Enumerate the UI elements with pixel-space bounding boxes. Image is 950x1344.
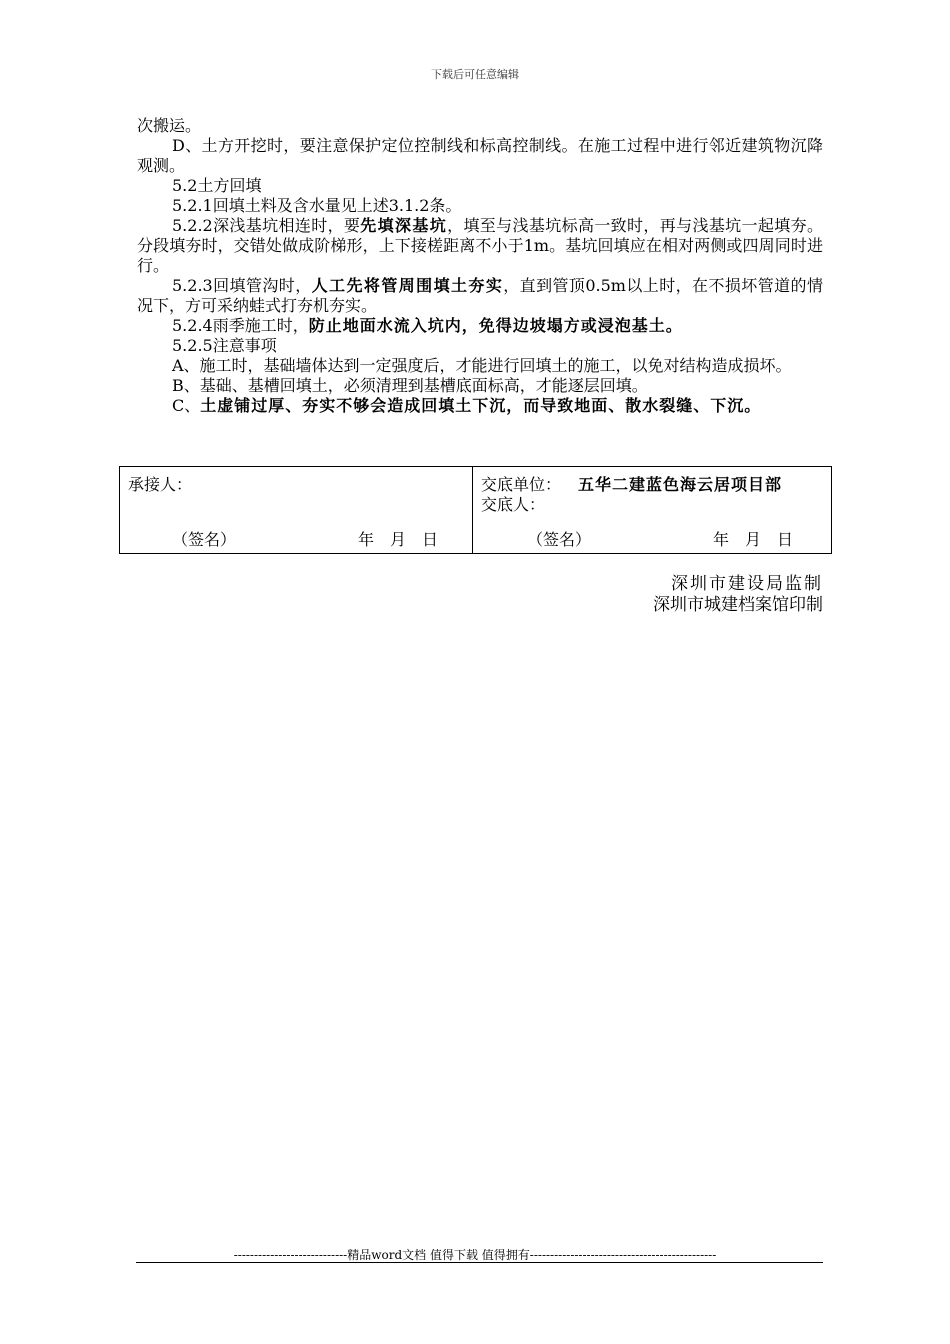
emphasis-text: 土虚铺过厚、夯实不够会造成回填土下沉，而导致地面、散水裂缝、下沉。: [200, 396, 762, 415]
page-header: 下载后可任意编辑: [431, 68, 519, 81]
list-item-c: [137, 396, 823, 416]
text-span: 5.2.4雨季施工时，: [172, 316, 309, 335]
text-span: 5.2.2深浅基坑相连时，要: [172, 216, 361, 235]
receiver-label: 承接人：: [128, 475, 193, 494]
list-item-b: B、基础、基槽回填土，必须清理到基槽底面标高，才能逐层回填。: [172, 376, 648, 395]
receiver-cell: [120, 467, 473, 553]
issuer-cell: [473, 467, 831, 553]
emphasis-text: 防止地面水流入坑内，免得边坡塌方或浸泡基土。: [308, 316, 683, 335]
document-body: [137, 116, 823, 416]
supervisor-line: 深圳市建设局监制: [671, 574, 823, 594]
issuer-unit-label: 交底单位：: [481, 475, 562, 494]
text-line: 次搬运。: [137, 116, 202, 135]
receiver-sign-label: （签名）: [172, 530, 237, 549]
issuer-label: 交底人：: [481, 495, 546, 514]
footer-divider: [136, 1262, 823, 1263]
emphasis-text: 人工先将管周围填土夯实: [311, 276, 504, 295]
signature-table: [119, 466, 832, 554]
receiver-date-label: 年 月 日: [358, 530, 439, 549]
section-heading-5-2-5: 5.2.5注意事项: [172, 336, 277, 355]
paragraph-5-2-3: [137, 276, 823, 316]
issuer-note: [653, 574, 823, 616]
issuer-unit-value: 五华二建蓝色海云居项目部: [578, 475, 783, 494]
text-span: ，填至与浅基坑标高一致时，再与浅基坑一起填夯。分段填夯时，交错处做成阶梯形，上下接槎距离不小于1m。基坑回填应在相对两侧或四周同时进行。: [137, 216, 823, 275]
section-heading-5-2: 5.2土方回填: [172, 176, 262, 195]
text-span: 5.2.3回填管沟时，: [172, 276, 312, 295]
emphasis-text: 先填深基坑: [360, 216, 448, 235]
paragraph-5-2-4: [137, 316, 823, 336]
paragraph-d: D、土方开挖时，要注意保护定位控制线和标高控制线。在施工过程中进行邻近建筑物沉降观测。: [137, 136, 823, 175]
issuer-date-label: 年 月 日: [713, 530, 794, 549]
paragraph-5-2-2: [137, 216, 823, 276]
issuer-sign-label: （签名）: [527, 530, 592, 549]
page-footer: ----------------------------精品word文档 值得下载 值得拥有----------------------------------------------: [233, 1248, 717, 1262]
text-span: ，直到管顶0.5m以上时，在不损坏管道的情况下，方可采纳蛙式打夯机夯实。: [137, 276, 823, 315]
text-span: C、: [172, 396, 201, 415]
printer-line: 深圳市城建档案馆印制: [653, 595, 823, 615]
list-item-a: A、施工时，基础墙体达到一定强度后，才能进行回填土的施工，以免对结构造成损坏。: [172, 356, 792, 375]
paragraph-5-2-1: 5.2.1回填土料及含水量见上述3.1.2条。: [172, 196, 462, 215]
